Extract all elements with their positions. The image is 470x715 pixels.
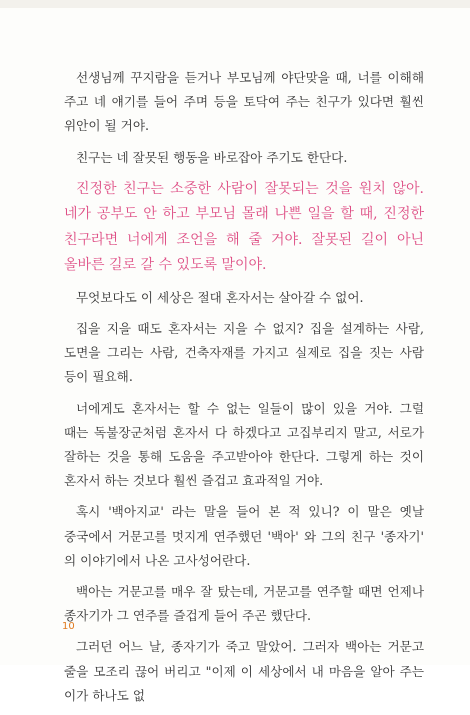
paragraph-comfort: 선생님께 꾸지람을 듣거나 부모님께 야단맞을 때, 너를 이해해 주고 네 얘기를 들어 주며 등을 토닥여 주는 친구가 있다면 훨씬 위안이 될 거야. (64, 70, 424, 134)
paragraph-house: 집을 지을 때도 혼자서는 지을 수 없지? 집을 설계하는 사람, 도면을 그리는 사람, 건축자재를 가지고 실제로 집을 짓는 사람 등이 필요해. (64, 321, 424, 385)
body-text (64, 66, 424, 715)
paragraph-baegajigyo: 혹시 '백아지교' 라는 말을 들어 본 적 있니? 이 말은 옛날 중국에서 거문고를 멋지게 연주했던 '백아' 와 그의 친구 '종자기' 의 이야기에서 나온 고사성어란다. (64, 504, 424, 568)
page-top-band (0, 0, 470, 8)
paragraph-help-each-other: 너에게도 혼자서는 할 수 없는 일들이 많이 있을 거야. 그럴 때는 독불장군처럼 혼자서 다 하겠다고 고집부리지 말고, 서로가 잘하는 것을 통해 도움을 주고받아야 한단다. 그렇게 하는 것이 혼자서 하는 것보다 훨씬 즐겁고 효과적일 거야. (64, 400, 424, 489)
highlighted-paragraph: 진정한 친구는 소중한 사람이 잘못되는 것을 원치 않아. 네가 공부도 안 하고 부모님 몰래 나쁜 일을 할 때, 진정한 친구라면 너에게 조언을 해 줄 거야. 잘못된 길이 아닌 올바른 길로 갈 수 있도록 말이야. (64, 180, 424, 274)
paragraph-not-alone: 무엇보다도 이 세상은 절대 혼자서는 살아갈 수 없어. (76, 289, 364, 305)
paragraph-baega-music: 백아는 거문고를 매우 잘 탔는데, 거문고를 연주할 때면 언제나 종자기가 그 연주를 즐겁게 들어 주곤 했단다. (64, 584, 424, 624)
page-number: 10 (62, 621, 75, 632)
paragraph-jongjagi-death: 그러던 어느 날, 종자기가 죽고 말았어. 그러자 백아는 거문고 줄을 모조리 끊어 버리고 "이제 이 세상에서 내 마음을 알아 주는 이가 하나도 없 (64, 639, 424, 703)
paragraph-correction: 친구는 네 잘못된 행동을 바로잡아 주기도 한단다. (76, 149, 348, 165)
